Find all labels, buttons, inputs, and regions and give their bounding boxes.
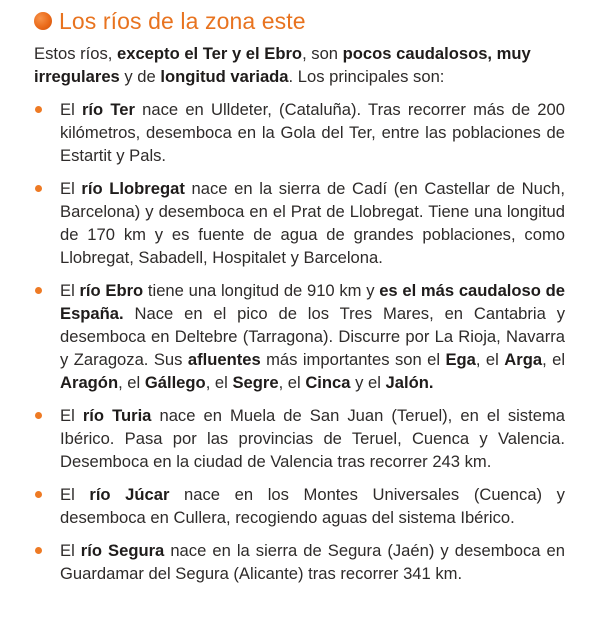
river-name: río Ebro <box>79 281 144 300</box>
item-text: El <box>60 179 82 198</box>
item-text: , el <box>118 373 145 392</box>
orange-bullet-icon <box>35 185 42 192</box>
intro-text: . Los principales son: <box>288 67 445 86</box>
intro-paragraph <box>34 42 562 88</box>
intro-text: Estos ríos, <box>34 44 117 63</box>
item-text: nace en la sierra de Segura (Jaén) y desemboca en Guardamar del Segura (Alicante) tras recorrer 341 km. <box>60 541 565 583</box>
list-item-ebro <box>0 279 565 394</box>
emphasis-text: es el más caudaloso de España. <box>60 281 565 323</box>
tributary-name: Jalón. <box>385 373 434 392</box>
item-text: , el <box>475 350 505 369</box>
item-text: y el <box>350 373 386 392</box>
list-item-turia <box>0 404 565 473</box>
river-name: río Llobregat <box>81 179 185 198</box>
item-text: nace en Ulldeter, (Cataluña). Tras recorrer más de 200 kilómetros, desemboca en la Gola del Ter, entre las poblaciones de Estartit y Pals. <box>60 100 565 165</box>
intro-emphasis: pocos caudalosos, muy irregulares <box>34 44 531 86</box>
tributary-name: Gállego <box>144 373 206 392</box>
list-item-jucar <box>0 483 565 529</box>
intro-emphasis: excepto el Ter y el Ebro <box>117 44 303 63</box>
orange-bullet-icon <box>35 106 42 113</box>
item-text: más importantes son el <box>260 350 446 369</box>
list-item-ter <box>0 98 565 167</box>
list-item-llobregat <box>0 177 565 269</box>
item-text: El <box>60 485 90 504</box>
item-text: tiene una longitud de 910 km y <box>143 281 380 300</box>
item-text: , el <box>542 350 566 369</box>
orange-circle-icon <box>34 12 52 30</box>
item-text: El <box>60 100 82 119</box>
item-text: nace en los Montes Universales (Cuenca) y desemboca en Cullera, recogiendo aguas del sistema Ibérico. <box>60 485 565 527</box>
river-name: río Segura <box>80 541 165 560</box>
item-text: El <box>60 281 80 300</box>
tributary-name: Cinca <box>305 373 351 392</box>
emphasis-text: afluentes <box>187 350 261 369</box>
tributary-name: Aragón <box>60 373 119 392</box>
item-text: nace en Muela de San Juan (Teruel), en el sistema Ibérico. Pasa por las provincias de Teruel, Cuenca y Valencia. Desemboca en la ciudad de Valencia tras recorrer 243 km. <box>60 406 565 471</box>
orange-bullet-icon <box>35 287 42 294</box>
river-name: río Turia <box>82 406 152 425</box>
orange-bullet-icon <box>35 547 42 554</box>
item-text: , el <box>278 373 306 392</box>
item-text: El <box>60 541 81 560</box>
tributary-name: Ega <box>445 350 476 369</box>
orange-bullet-icon <box>35 412 42 419</box>
item-text: nace en la sierra de Cadí (en Castellar de Nuch, Barcelona) y desemboca en el Prat de Llobregat. Tiene una longitud de 170 km y es fuente de agua de grandes poblaciones, como Llobregat, Sabadell, Hospitalet y Barcelona. <box>60 179 565 267</box>
item-text: Nace en el pico de los Tres Mares, en Cantabria y desemboca en Deltebre (Tarragona). Discurre por La Rioja, Navarra y Zaragoza. Sus <box>60 304 565 369</box>
intro-emphasis: longitud variada <box>160 67 289 86</box>
section-title: Los ríos de la zona este <box>59 7 306 34</box>
list-item-segura <box>0 539 565 585</box>
river-name: río Júcar <box>89 485 170 504</box>
section-heading <box>34 6 306 36</box>
orange-bullet-icon <box>35 491 42 498</box>
item-text: El <box>60 406 83 425</box>
item-text: , el <box>205 373 233 392</box>
tributary-name: Arga <box>504 350 543 369</box>
intro-text: , son <box>302 44 343 63</box>
tributary-name: Segre <box>232 373 279 392</box>
river-name: río Ter <box>81 100 135 119</box>
river-list <box>0 98 589 595</box>
intro-text: y de <box>119 67 161 86</box>
